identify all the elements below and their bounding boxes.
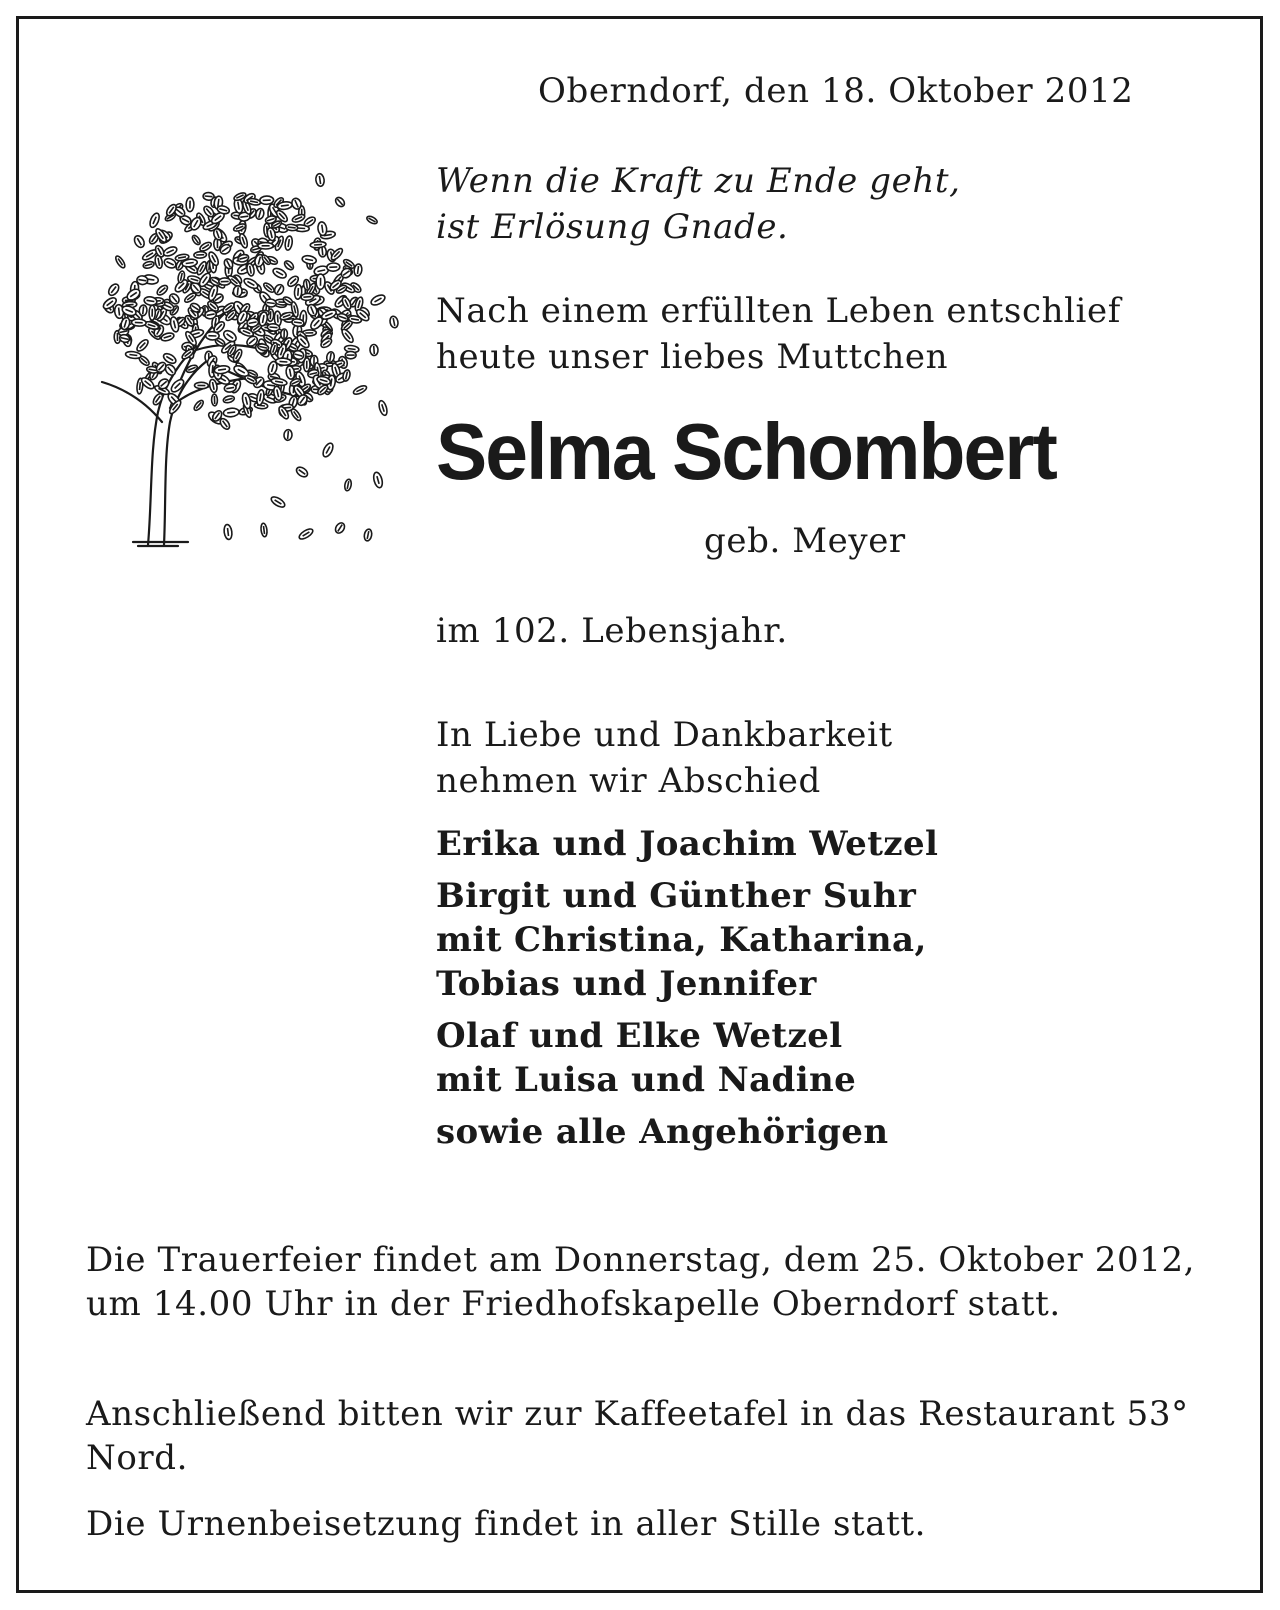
leaf-vein (129, 355, 137, 356)
mourner-group (436, 1110, 938, 1154)
birth-name: geb. Meyer (704, 521, 906, 561)
mourner-line: Tobias und Jennifer (436, 964, 817, 1004)
farewell-text (436, 712, 893, 804)
leaf-vein (237, 287, 238, 295)
leaf-vein (374, 346, 375, 354)
leaf-vein (280, 361, 288, 362)
mourners-list (436, 822, 938, 1162)
mourner-line: sowie alle Angehörigen (436, 1112, 889, 1152)
farewell-line: nehmen wir Abschied (436, 761, 821, 801)
leaf-vein (227, 412, 235, 413)
intro-line: Nach einem erfüllten Leben entschlief (436, 291, 1121, 331)
mourner-line: Birgit und Günther Suhr (436, 876, 917, 916)
burial-paragraph: Die Urnenbeisetzung findet in aller Stille statt. (86, 1504, 927, 1544)
windblown-tree-icon (78, 150, 408, 560)
leaf-vein (294, 322, 302, 323)
mourner-group (436, 1014, 938, 1102)
quote (436, 158, 961, 250)
leaf-vein (358, 266, 359, 274)
mourner-line: mit Christina, Katharina, (436, 920, 927, 960)
mourner-line: Olaf und Elke Wetzel (436, 1016, 843, 1056)
mourner-group (436, 874, 938, 1006)
place-date: Oberndorf, den 18. Oktober 2012 (538, 71, 1134, 111)
leaf-vein (322, 247, 323, 255)
leaf-vein (126, 304, 134, 305)
leaf-vein (314, 244, 322, 245)
intro-line: heute unser liebes Muttchen (436, 337, 949, 377)
leaf-vein (267, 385, 275, 386)
reception-paragraph: Anschließend bitten wir zur Kaffeetafel in das Restaurant 53° Nord. (86, 1394, 1189, 1478)
leaf-vein (322, 225, 323, 233)
leaf-vein (288, 431, 289, 439)
quote-line: Wenn die Kraft zu Ende geht, (436, 161, 961, 201)
leaf-vein (270, 327, 278, 328)
farewell-line: In Liebe und Dankbarkeit (436, 715, 893, 755)
leaf-vein (143, 306, 144, 314)
leaf-vein (218, 199, 219, 207)
ceremony-paragraph: Die Trauerfeier findet am Donnerstag, dem 25. Oktober 2012, um 14.00 Uhr in der Friedhofskapelle Oberndorf statt. (86, 1240, 1196, 1324)
age-line: im 102. Lebensjahr. (436, 611, 788, 651)
quote-line: ist Erlösung Gnade. (436, 207, 789, 247)
leaf-vein (298, 288, 299, 296)
leaf-vein (240, 216, 248, 217)
leaf-vein (288, 227, 296, 228)
leaf-vein (228, 528, 229, 536)
leaf-vein (278, 315, 279, 323)
leaf-vein (267, 303, 275, 304)
leaves (102, 173, 399, 541)
leaf-vein (205, 196, 213, 197)
leaf-vein (218, 369, 226, 370)
mourner-group (436, 822, 938, 866)
leaf-vein (281, 205, 289, 206)
intro-text (436, 288, 1121, 380)
deceased-name: Selma Schombert (436, 407, 1056, 496)
leaf-vein (303, 297, 311, 298)
leaf-vein (264, 526, 265, 534)
mourner-line: mit Luisa und Nadine (436, 1060, 857, 1100)
leaf-vein (348, 349, 356, 350)
leaf-vein (140, 382, 141, 390)
leaf-vein (119, 308, 120, 316)
leaf-vein (186, 263, 194, 264)
mourner-line: Erika und Joachim Wetzel (436, 824, 939, 864)
